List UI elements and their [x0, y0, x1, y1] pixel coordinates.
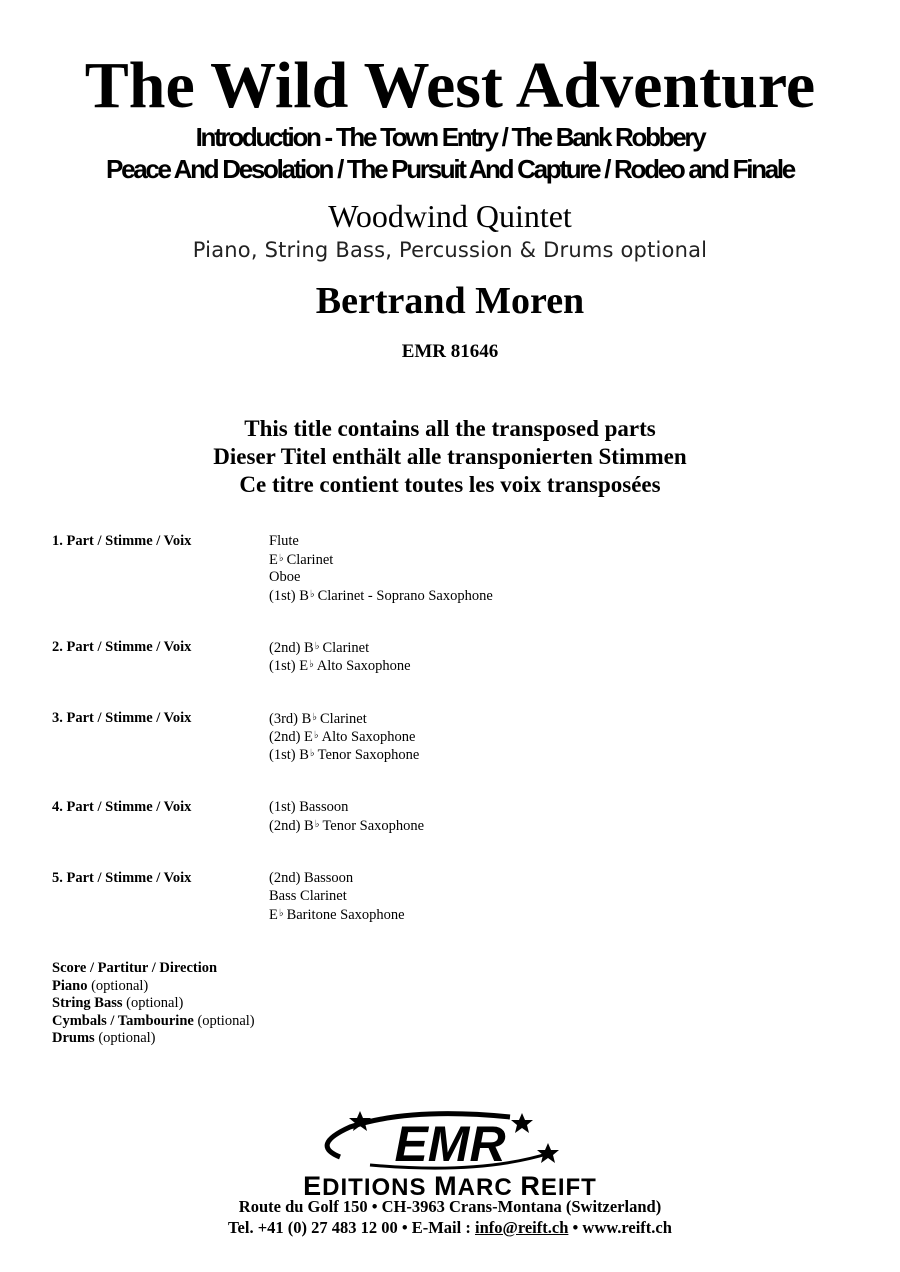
flat-icon: ♭ — [313, 730, 319, 741]
extra-part-note: (optional) — [98, 1030, 156, 1046]
optional-instruments: Piano, String Bass, Percussion & Drums optional — [192, 238, 708, 262]
extra-part-name: String Bass — [52, 995, 123, 1011]
instrument-name: (1st) E — [269, 658, 309, 674]
movement-line-2: Peace And Desolation / The Pursuit And Capture / Rodeo and Finale — [106, 154, 794, 184]
catalog-number: EMR 81646 — [401, 341, 499, 362]
flat-icon: ♭ — [309, 659, 314, 670]
instrument-name-rest: Baritone Saxophone — [286, 907, 405, 923]
flat-icon: ♭ — [314, 641, 320, 652]
instrument-name: (1st) Bassoon — [269, 799, 349, 815]
instrument-item — [269, 586, 493, 604]
star-icon — [537, 1143, 559, 1163]
instrument-item — [269, 709, 419, 727]
flat-icon: ♭ — [312, 712, 318, 723]
publisher-contact — [0, 1218, 900, 1238]
part-label: 2. Part / Stimme / Voix — [52, 639, 192, 655]
movement-line-1: Introduction - The Town Entry / The Bank Robbery — [195, 122, 705, 152]
part-label: 5. Part / Stimme / Voix — [52, 870, 192, 886]
transposed-notice-fr: Ce titre contient toutes les voix transposées — [239, 472, 661, 497]
flat-icon: ♭ — [309, 589, 315, 600]
instrument-item — [269, 869, 405, 887]
part-instrument-list — [269, 532, 493, 604]
instrument-item — [269, 727, 419, 745]
instrument-item — [269, 905, 405, 923]
part-label: 3. Part / Stimme / Voix — [52, 710, 192, 726]
emr-logo — [300, 1105, 600, 1175]
instrument-name-rest: Alto Saxophone — [321, 729, 416, 745]
instrument-name: E — [269, 552, 278, 568]
transposed-notice-en: This title contains all the transposed parts — [244, 416, 656, 441]
instrument-name-rest: Alto Saxophone — [316, 658, 411, 674]
contact-phone: Tel. +41 (0) 27 483 12 00 • E-Mail : — [228, 1218, 475, 1237]
instrument-name: E — [269, 907, 278, 923]
extra-part-note: (optional) — [197, 1012, 255, 1029]
instrument-name: (1st) B — [269, 747, 309, 763]
part-label: 1. Part / Stimme / Voix — [52, 533, 192, 549]
instrument-name: (2nd) B — [269, 818, 314, 834]
instrument-item — [269, 887, 405, 905]
contact-email-link[interactable]: info@reift.ch — [474, 1218, 569, 1237]
extra-part-item — [52, 960, 255, 978]
instrument-item — [269, 568, 493, 586]
instrument-name: Oboe — [269, 569, 301, 585]
publisher-name-initial: E — [303, 1171, 323, 1201]
publisher-address: Route du Golf 150 • CH-3963 Crans-Montana (Switzerland) — [238, 1197, 662, 1216]
extra-part-name: Piano — [52, 977, 88, 994]
contact-website: • www.reift.ch — [568, 1218, 672, 1237]
instrument-name: (1st) B — [269, 588, 309, 604]
part-instrument-list — [269, 869, 405, 923]
part-label: 4. Part / Stimme / Voix — [52, 799, 192, 815]
extras-list — [52, 960, 255, 1048]
extra-part-item — [52, 995, 255, 1013]
instrument-name: (2nd) B — [269, 640, 314, 656]
ensemble: Woodwind Quintet — [328, 198, 572, 234]
extra-part-item — [52, 1013, 255, 1031]
part-instrument-list — [269, 798, 424, 834]
instrument-name-rest: Tenor Saxophone — [317, 747, 420, 763]
instrument-item — [269, 638, 411, 656]
instrument-item — [269, 550, 493, 568]
extra-part-note: (optional) — [91, 977, 149, 994]
extra-part-item — [52, 978, 255, 996]
instrument-name: (2nd) Bassoon — [269, 870, 354, 886]
logo-text: EMR — [394, 1116, 506, 1172]
instrument-item — [269, 816, 424, 834]
instrument-name-rest: Clarinet — [322, 640, 370, 656]
instrument-item — [269, 745, 419, 763]
instrument-name-rest: Clarinet — [286, 552, 334, 568]
instrument-name-rest: Tenor Saxophone — [322, 818, 425, 834]
instrument-name: Flute — [269, 533, 299, 549]
publisher-name-initial: M — [434, 1171, 458, 1201]
part-instrument-list — [269, 638, 411, 674]
extra-part-name: Drums — [52, 1030, 95, 1046]
extra-part-name: Score / Partitur / Direction — [52, 960, 218, 976]
publisher-name-rest: ARC — [457, 1174, 521, 1201]
instrument-item — [269, 656, 411, 674]
flat-icon: ♭ — [278, 908, 284, 919]
piece-title: The Wild West Adventure — [84, 49, 816, 122]
instrument-name: (2nd) E — [269, 729, 313, 745]
flat-icon: ♭ — [278, 553, 284, 564]
transposed-notice-de: Dieser Titel enthält alle transponierten Stimmen — [213, 444, 687, 469]
instrument-name: Bass Clarinet — [269, 888, 347, 904]
composer: Bertrand Moren — [315, 280, 585, 322]
extra-part-note: (optional) — [126, 995, 184, 1011]
instrument-name-rest: Clarinet — [320, 711, 367, 727]
publisher-name-rest: EIFT — [540, 1174, 597, 1201]
instrument-name: (3rd) B — [269, 711, 312, 727]
star-icon — [511, 1113, 533, 1133]
publisher-name-initial: R — [520, 1171, 541, 1201]
extra-part-item — [52, 1030, 255, 1048]
instrument-item — [269, 798, 424, 816]
instrument-item — [269, 532, 493, 550]
instrument-name-rest: Clarinet - Soprano Saxophone — [317, 588, 493, 604]
flat-icon: ♭ — [314, 819, 320, 830]
part-instrument-list — [269, 709, 419, 763]
extra-part-name: Cymbals / Tambourine — [52, 1012, 194, 1029]
publisher-name-rest: DITIONS — [322, 1174, 435, 1201]
flat-icon: ♭ — [309, 748, 315, 759]
